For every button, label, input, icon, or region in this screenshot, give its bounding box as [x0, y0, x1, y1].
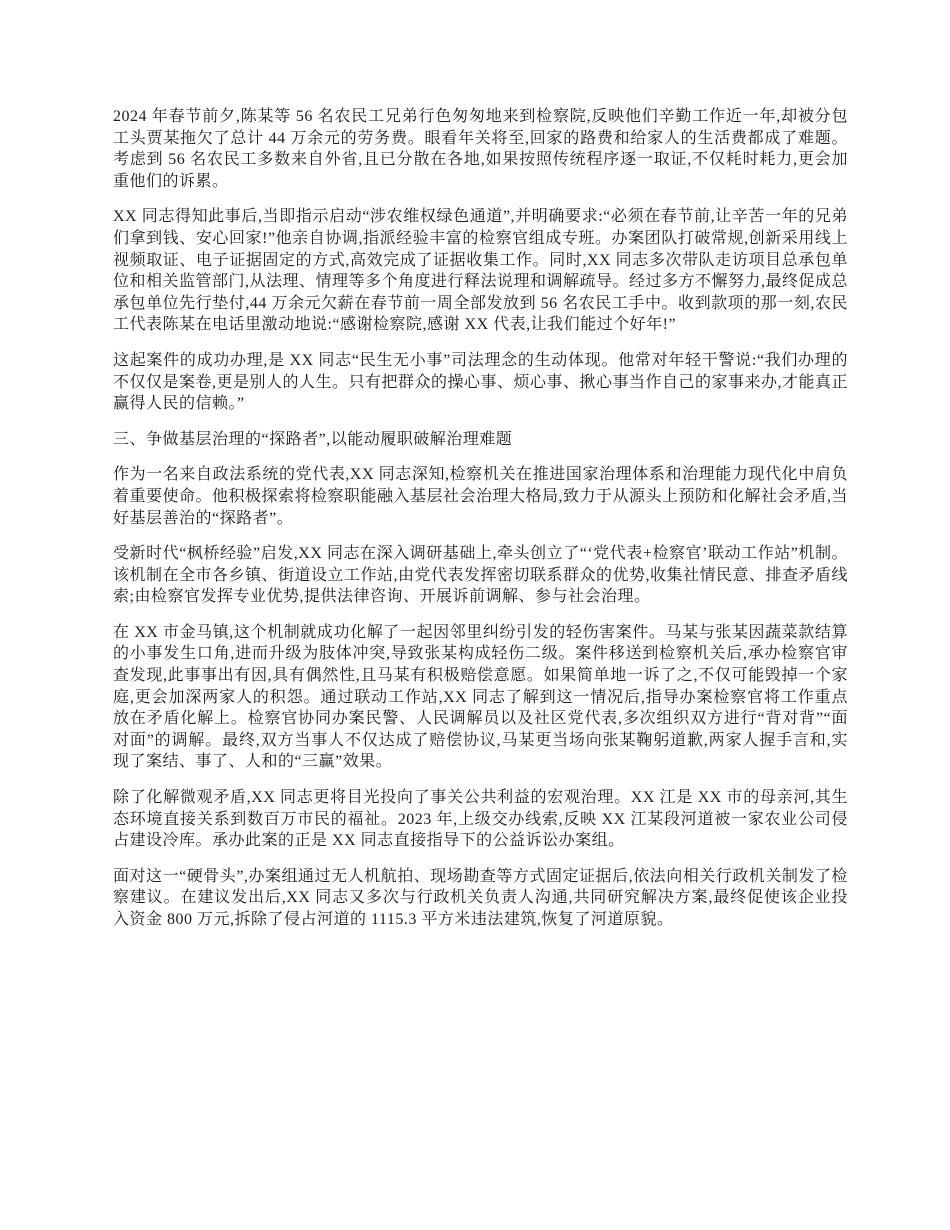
section-heading: 三、争做基层治理的“探路者”,以能动履职破解治理难题 — [113, 430, 513, 448]
paragraph-governance-role: 作为一名来自政法系统的党代表,XX 同志深知,检察机关在推进国家治理体系和治理能力现代化中肩负着重要使命。他积极探索将检察职能融入基层社会治理大格局,致力于从源头上预防和化解社会矛盾,当好基层善治的“探路者”。 — [113, 466, 849, 527]
paragraph-workstation-mechanism: 受新时代“枫桥经验”启发,XX 同志在深入调研基础上,牵头创立了“‘党代表+检察官’联动工作站”机制。该机制在全市各乡镇、街道设立工作站,由党代表发挥密切联系群众的优势,收集社情民意、排查矛盾线索;由检察官发挥专业优势,提供法律咨询、开展诉前调解、参与社会治理。 — [113, 545, 849, 606]
paragraph-green-channel: XX 同志得知此事后,当即指示启动“涉农维权绿色通道”,并明确要求:“必须在春节前,让辛苦一年的兄弟们拿到钱、安心回家!”他亲自协调,指派经验丰富的检察官组成专班。办案团队打破常规,创新采用线上视频取证、电子证据固定的方式,高效完成了证据收集工作。同时,XX 同志多次带队走访项目总承包单位和相关监管部门,从法理、情理等多个角度进行释法说理和调解疏导。经过多方不懈努力,最终促成总承包单位先行垫付,44 万余元欠薪在春节前一周全部发放到 56 名农民工手中。收到款项的那一刻,农民工代表陈某在电话里激动地说:“感谢检察院,感谢 XX 代表,让我们能过个好年!” — [113, 208, 849, 334]
paragraph-river-case-intro: 除了化解微观矛盾,XX 同志更将目光投向了事关公共利益的宏观治理。XX 江是 XX 市的母亲河,其生态环境直接关系到数百万市民的福祉。2023 年,上级交办线索,反映 XX 江某段河道被一家农业公司侵占建设冷库。承办此案的正是 XX 同志直接指导下的公益诉讼办案组。 — [113, 789, 848, 850]
paragraph-case-reflection: 这起案件的成功办理,是 XX 同志“民生无小事”司法理念的生动体现。他常对年轻干警说:“我们办理的不仅仅是案卷,更是别人的人生。只有把群众的操心事、烦心事、揪心事当作自己的家事来办,才能真正赢得人民的信赖。” — [113, 351, 849, 413]
paragraph-jinma-mediation-case: 在 XX 市金马镇,这个机制就成功化解了一起因邻里纠纷引发的轻伤害案件。马某与张某因蔬菜款结算的小事发生口角,进而升级为肢体冲突,导致张某构成轻伤二级。案件移送到检察机关后,承办检察官审查发现,此事事出有因,具有偶然性,且马某有积极赔偿意愿。如果简单地一诉了之,不仅可能毁掉一个家庭,更会加深两家人的积怨。通过联动工作站,XX 同志了解到这一情况后,指导办案检察官将工作重点放在矛盾化解上。检察官协同办案民警、人民调解员以及社区党代表,多次组织双方进行“背对背”“面对面”的调解。最终,双方当事人不仅达成了赔偿协议,马某更当场向张某鞠躬道歉,两家人握手言和,实现了案结、事了、人和的“三赢”效果。 — [113, 623, 848, 771]
paragraph-river-case-result: 面对这一“硬骨头”,办案组通过无人机航拍、现场勘查等方式固定证据后,依法向相关行政机关制发了检察建议。在建议发出后,XX 同志又多次与行政机关负责人沟通,共同研究解决方案,最终促使该企业投入资金 800 万元,拆除了侵占河道的 1115.3 平方米违法建筑,恢复了河道原貌。 — [113, 867, 848, 928]
paragraph-wage-case-intro: 2024 年春节前夕,陈某等 56 名农民工兄弟行色匆匆地来到检察院,反映他们辛勤工作近一年,却被分包工头贾某拖欠了总计 44 万余元的劳务费。眼看年关将至,回家的路费和给家人的生活费都成了难题。考虑到 56 名农民工多数来自外省,且已分散在各地,如果按照传统程序逐一取证,不仅耗时耗力,更会加重他们的诉累。 — [113, 108, 848, 190]
